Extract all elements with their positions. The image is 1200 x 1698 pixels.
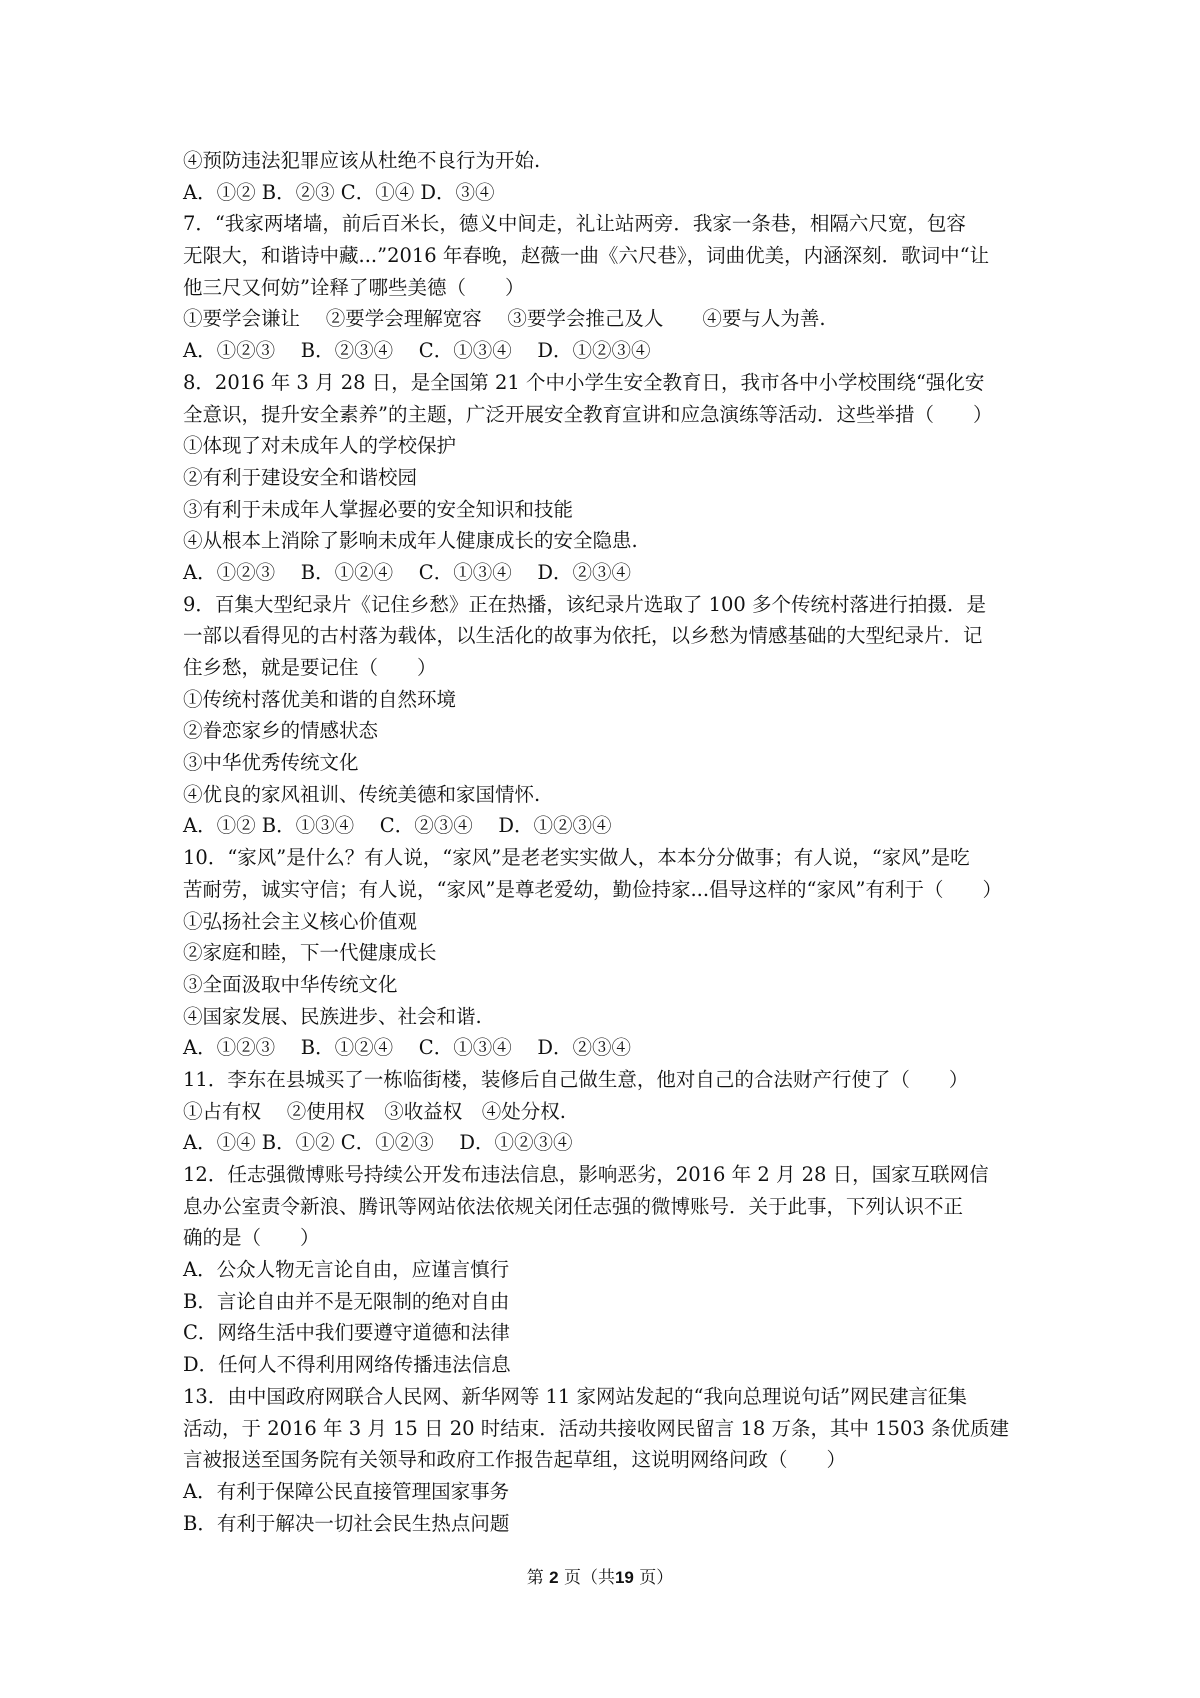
question-9: 9．百集大型纪录片《记住乡愁》正在热播，该纪录片选取了 100 多个传统村落进行拍摄．是 <box>183 592 987 616</box>
answer-option: D．任何人不得利用网络传播违法信息 <box>183 1353 511 1377</box>
text-line: ③有利于未成年人掌握必要的安全知识和技能 <box>183 497 574 521</box>
text-line: 他三尺又何妨”诠释了哪些美德（ ） <box>183 275 525 299</box>
text-line: ①体现了对未成年人的学校保护 <box>183 434 457 458</box>
question-10: 10．“家风”是什么？有人说，“家风”是老老实实做人，本本分分做事；有人说，“家风”是吃 <box>183 846 970 870</box>
answer-option: C．网络生活中我们要遵守道德和法律 <box>183 1321 510 1345</box>
text-line: ④从根本上消除了影响未成年人健康成长的安全隐患. <box>183 529 638 553</box>
footer-middle: 页（共 <box>563 1568 615 1588</box>
answer-options-q8: A．①②③ B．①②④ C．①③④ D．②③④ <box>183 560 632 584</box>
text-line: ④国家发展、民族进步、社会和谐. <box>183 1004 482 1028</box>
question-13: 13．由中国政府网联合人民网、新华网等 11 家网站发起的“我向总理说句话”网民建言征集 <box>183 1384 967 1408</box>
text-line: ③全面汲取中华传统文化 <box>183 972 398 996</box>
text-line: ②眷恋家乡的情感状态 <box>183 719 379 743</box>
text-line: ②有利于建设安全和谐校园 <box>183 465 418 489</box>
text-line: 住乡愁，就是要记住（ ） <box>183 656 437 679</box>
text-line: 言被报送至国务院有关领导和政府工作报告起草组，这说明网络问政（ ） <box>183 1448 847 1472</box>
text-line: ①要学会谦让 ②要学会理解宽容 ③要学会推己及人 ④要与人为善. <box>183 307 826 331</box>
question-7: 7．“我家两堵墙，前后百米长，德义中间走，礼让站两旁．我家一条巷，相隔六尺宽，包容 <box>183 212 966 236</box>
answer-options-q9: A．①② B．①③④ C．②③④ D．①②③④ <box>183 814 612 838</box>
answer-options-q11: A．①④ B．①② C．①②③ D．①②③④ <box>183 1131 573 1155</box>
answer-option: B．言论自由并不是无限制的绝对自由 <box>183 1289 510 1313</box>
text-line: ④预防违法犯罪应该从杜绝不良行为开始. <box>183 149 541 172</box>
text-line: 确的是（ ） <box>183 1226 320 1250</box>
footer-prefix: 第 <box>526 1568 544 1588</box>
answer-options-q6: A．①② B．②③ C．①④ D．③④ <box>183 180 495 204</box>
text-line: ①传统村落优美和谐的自然环境 <box>183 687 457 711</box>
text-line: 无限大，和谐诗中藏...”2016 年春晚，赵薇一曲《六尺巷》，词曲优美，内涵深刻．歌词中“让 <box>183 244 990 268</box>
total-pages: 19 <box>614 1568 634 1587</box>
answer-option: B．有利于解决一切社会民生热点问题 <box>183 1511 510 1535</box>
page-number: 2 <box>549 1568 559 1587</box>
answer-option: A．公众人物无言论自由，应谨言慎行 <box>183 1258 510 1282</box>
footer-suffix: 页） <box>639 1568 674 1588</box>
text-line: 息办公室责令新浪、腾讯等网站依法依规关闭任志强的微博账号．关于此事，下列认识不正 <box>183 1194 964 1218</box>
answer-options-q10: A．①②③ B．①②④ C．①③④ D．②③④ <box>183 1036 632 1060</box>
page-footer <box>0 1567 1200 1589</box>
answer-options-q7: A．①②③ B．②③④ C．①③④ D．①②③④ <box>183 339 651 363</box>
question-8: 8．2016 年 3 月 28 日，是全国第 21 个中小学生安全教育日，我市各中小学校围绕“强化安 <box>183 370 985 394</box>
text-line: ④优良的家风祖训、传统美德和家国情怀. <box>183 782 541 806</box>
text-line: 苦耐劳，诚实守信；有人说，“家风”是尊老爱幼，勤俭持家...倡导这样的“家风”有利于（ ） <box>183 877 1002 901</box>
text-line: ②家庭和睦，下一代健康成长 <box>183 941 437 965</box>
text-line: ③中华优秀传统文化 <box>183 751 359 775</box>
text-line: ①弘扬社会主义核心价值观 <box>183 909 418 933</box>
text-line: ①占有权 ②使用权 ③收益权 ④处分权. <box>183 1099 566 1123</box>
text-line: 全意识，提升安全素养”的主题，广泛开展安全教育宣讲和应急演练等活动．这些举措（ ） <box>183 402 993 426</box>
text-line: 活动，于 2016 年 3 月 15 日 20 时结束．活动共接收网民留言 18 万条，其中 1503 条优质建 <box>183 1416 1009 1440</box>
question-11: 11．李东在县城买了一栋临街楼，装修后自己做生意，他对自己的合法财产行使了（ ） <box>183 1067 969 1091</box>
answer-option: A．有利于保障公民直接管理国家事务 <box>183 1479 510 1503</box>
question-12: 12．任志强微博账号持续公开发布违法信息，影响恶劣，2016 年 2 月 28 日，国家互联网信 <box>183 1163 989 1186</box>
text-line: 一部以看得见的古村落为载体，以生活化的故事为依托，以乡愁为情感基础的大型纪录片．记 <box>183 624 983 648</box>
question-body <box>183 145 1033 1539</box>
